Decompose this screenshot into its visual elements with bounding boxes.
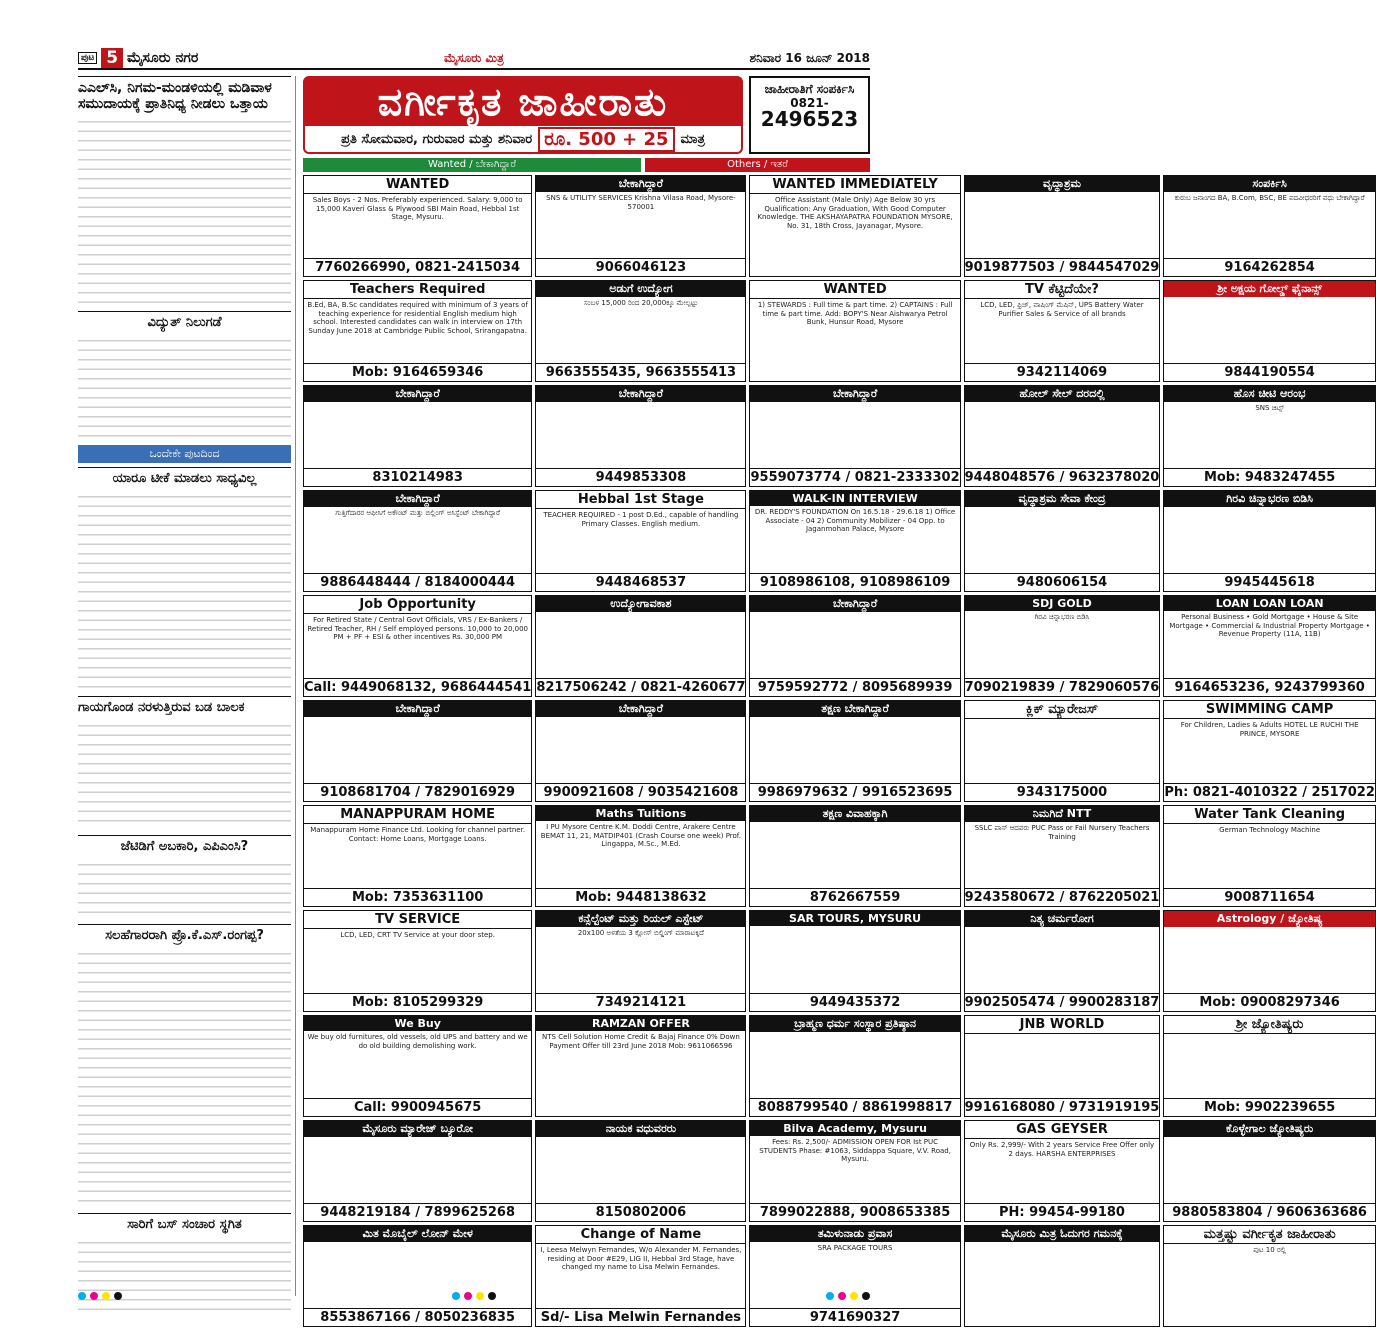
ad-title: ಬೇಕಾಗಿದ್ದಾರೆ [304,701,531,717]
ad-title: Maths Tuitions [536,806,745,821]
classified-ad [964,280,1161,382]
ad-phone: 9480606154 [965,573,1160,591]
ad-title: Bilva Academy, Mysuru [750,1121,959,1136]
ad-phone: PH: 99454-99180 [965,1203,1160,1221]
ad-title: SWIMMING CAMP [1164,701,1375,719]
ad-phone: 9880583804 / 9606363686 [1164,1203,1375,1221]
ad-phone: Mob: 9902239655 [1164,1098,1375,1116]
magenta-dot [464,1292,472,1300]
ad-title: Job Opportunity [304,596,531,614]
classified-ad [964,1225,1161,1327]
ad-title: ಸಂಪರ್ಕಿಸಿ [1164,176,1375,192]
ad-phone: 8310214983 [304,468,531,486]
ad-body: We buy old furnitures, old vessels, old UPS and battery and we do old building demolishing work. [307,1033,528,1050]
ad-title: ಕ್ಲಿಕ್ ಮ್ಯಾರೇಜಸ್ [965,701,1160,719]
ad-body [304,402,531,468]
ad-title: ಬೇಕಾಗಿದ್ದಾರೆ [536,386,745,402]
ad-body [536,612,745,678]
wanted-bar: Wanted / ಬೇಕಾಗಿದ್ದಾರೆ [303,158,641,172]
classified-ad [749,490,960,592]
ad-body [304,717,531,783]
news-column [78,76,296,1296]
classified-ad [303,280,532,382]
color-dots-center [452,1292,496,1300]
ad-body [965,1034,1160,1098]
ad-body [536,717,745,783]
ad-body: Office Assistant (Male Only) Age Below 30 yrs Qualification: Any Graduation, With Good Computer Knowledge. THE AKSHAYAPATRA FOUNDATION MYSORE, No. 31, 18th Cross, Jayanagar, Mysore. [757,196,953,230]
ad-body [1164,297,1375,363]
others-bar: Others / ಇತರೆ [645,158,870,172]
ad-title: RAMZAN OFFER [536,1016,745,1031]
banner-pricing [305,126,741,152]
classified-ad [749,175,960,277]
ad-phone: 7349214121 [536,993,745,1011]
ad-phone: 9108986108, 9108986109 [750,573,959,591]
ad-title: ತಕ್ಷಣ ವಿವಾಹಕ್ಕಾಗಿ [750,806,959,822]
classified-ad [1163,385,1376,487]
ad-phone: 9448048576 / 9632378020 [964,470,1160,485]
ad-title: ಮಿತ ಮೊಬೈಲ್ ಲೋನ್ ಮೇಳ [304,1226,531,1242]
ad-title: SDJ GOLD [965,596,1160,611]
article-body-1 [78,115,291,305]
ad-body: For Retired State / Central Govt Officials, VRS / Ex-Bankers / Retired Teacher, RH / Self employed persons. 10,000 to 20,000 PM + PF + ESI & other incentives Rs. 30,000 PM [307,616,528,641]
ad-body: German Technology Machine [1219,826,1321,834]
page-number-block [78,48,198,68]
ad-phone: 9741690327 [750,1308,959,1326]
classified-ad [749,1015,960,1117]
ad-body [750,926,959,993]
ad-phone: Ph: 0821-4010322 / 2517022 [1164,785,1375,800]
ad-phone: Mob: 9448138632 [536,888,745,906]
ad-title: GAS GEYSER [965,1121,1160,1139]
ad-body [1164,1137,1375,1203]
classified-ad [749,1225,960,1327]
headline-7: ಸಾರಿಗೆ ಬಸ್ ಸಂಚಾರ ಸ್ಥಗಿತ [78,1213,291,1233]
ad-title: ನಿತ್ಯ ಚರ್ಮರೋಗ [965,911,1160,927]
ad-body [965,719,1160,783]
ad-body: I, Leesa Melwyn Fernandes, W/o Alexander M. Fernandes, residing at Door #E29, LIG II, Hebbal 3rd Stage, have changed my name to Lisa Melwin Fernandes. [540,1246,742,1271]
classified-ad [303,595,532,697]
ad-phone: 9343175000 [965,783,1160,801]
banner-price-suffix: ಮಾತ್ರ [680,131,705,147]
cyan-dot [826,1292,834,1300]
ad-title: ಉದ್ಯೋಗಾವಕಾಶ [536,596,745,612]
ad-phone: 9902505474 / 9900283187 [964,995,1160,1010]
classified-ad [1163,280,1376,382]
classified-ad [535,175,746,277]
classified-ad [964,175,1161,277]
ad-phone: 9164653236, 9243799360 [1164,678,1375,696]
ad-title: We Buy [304,1016,531,1031]
ad-grid [303,175,1375,1327]
ad-body [1164,507,1375,573]
banner-contact-number: 2496523 [760,107,859,131]
ad-body [965,927,1160,993]
classified-ad [303,700,532,802]
ad-phone: Call: 9449068132, 9686444541 [304,680,532,695]
dateline: ಶನಿವಾರ 16 ಜೂನ್ 2018 [749,50,870,65]
ad-title: ಕೊಳ್ಳೇಗಾಲ ಜ್ಯೋತಿಷ್ಯರು [1164,1121,1375,1137]
ad-body: ಪುಟ 10 ರಲ್ಲಿ [1253,1246,1286,1254]
ad-title: ಶ್ರೀ ಅಕ್ಷಯ ಗೋಲ್ಡ್ ಫೈನಾನ್ಸ್ [1164,281,1375,297]
classified-ad [964,700,1161,802]
ad-title: ಬೇಕಾಗಿದ್ದಾರೆ [750,386,959,402]
classified-ad [1163,700,1376,802]
color-dots-right [826,1292,870,1300]
classified-ad [535,1015,746,1117]
ad-title: ಮತ್ತಷ್ಟು ವರ್ಗೀಕೃತ ಜಾಹೀರಾತು [1164,1226,1375,1244]
ad-body [1164,927,1375,993]
ad-title: WANTED [750,281,959,299]
ad-title: ಬೇಕಾಗಿದ್ದಾರೆ [304,386,531,402]
classified-ad [964,1120,1161,1222]
ad-title: ಬೇಕಾಗಿದ್ದಾರೆ [304,491,531,507]
ad-body: NTS Cell Solution Home Credit & Bajaj Finance 0% Down Payment Offer till 23rd June 2018 Mob: 9611066596 [542,1033,740,1050]
ad-phone: 8150802006 [536,1203,745,1221]
ad-phone: Sd/- Lisa Melwin Fernandes [536,1308,745,1326]
ad-body: Manappuram Home Finance Ltd. Looking for channel partner. Contact: Home Loans, Mortgage Loans. [310,826,526,843]
banner-contact-code: 0821- [790,96,829,110]
classified-ad [749,1120,960,1222]
ad-phone: 9900921608 / 9035421608 [536,783,745,801]
ad-phone: Mob: 8105299329 [304,993,531,1011]
classified-ad [1163,1120,1376,1222]
classified-ad [1163,910,1376,1012]
article-body-5 [78,858,291,918]
ad-body: ಗುತ್ತಿಗೆದಾರರ ಆಫೀಸಿಗೆ ಅಕೌಂಟ್ ಮತ್ತು ಬಿಲ್ಲಿಂಗ್ ಅಸಿಸ್ಟೆಂಟ್ ಬೇಕಾಗಿದ್ದಾರೆ [335,509,500,517]
classified-ad [749,595,960,697]
ad-body: SSLC ಪಾಸ್ ಆದವರು PUC Pass or Fail Nursery Teachers Training [974,824,1150,841]
classified-ad [964,1015,1161,1117]
article-body-2 [78,334,291,439]
ad-phone: 7090219839 / 7829060576 [964,680,1160,695]
headline-2: ವಿದ್ಯುತ್ ನಿಲುಗಡೆ [78,311,291,331]
ad-phone: 7760266990, 0821-2415034 [304,258,531,276]
ad-phone: 9008711654 [1164,888,1375,906]
ad-title: ವೃದ್ಧಾಶ್ರಮ ಸೇವಾ ಕೇಂದ್ರ [965,491,1160,507]
classified-ad [964,490,1161,592]
ad-body: I PU Mysore Centre K.M. Doddi Centre, Arakere Centre BEMAT 11, 21, MATDIP401 (Crash Course one week) Prof. Lingappa, M.Sc., M.Ed. [540,823,741,848]
page-header [78,48,870,70]
ad-phone: 9945445618 [1164,573,1375,591]
ad-title: Teachers Required [304,281,531,299]
ad-body: TEACHER REQUIRED - 1 post D.Ed., capable of handling Primary Classes. English medium. [543,511,739,528]
ad-phone: 9844190554 [1164,363,1375,381]
classified-ad [535,1225,746,1327]
black-dot [862,1292,870,1300]
black-dot [114,1292,122,1300]
classified-ad [749,385,960,487]
ad-body: Fees: Rs. 2,500/- ADMISSION OPEN FOR Ist PUC STUDENTS Phase: #1063, Siddappa Square, V.V. Road, Mysuru. [759,1138,951,1163]
ad-phone: 9108681704 / 7829016929 [304,783,531,801]
ad-phone: 9449435372 [750,993,959,1011]
ad-title: ಬೇಕಾಗಿದ್ದಾರೆ [536,701,745,717]
ad-title: ಬ್ರಾಹ್ಮಣ ಧರ್ಮ ಸಂಸ್ಥಾರ ಪ್ರತಿಷ್ಠಾನ [750,1016,959,1032]
yellow-dot [476,1292,484,1300]
ad-phone: Call: 9900945675 [304,1098,531,1116]
color-dots-left [78,1292,122,1300]
classified-banner [303,76,870,154]
ad-phone: 8762667559 [750,888,959,906]
ad-title: LOAN LOAN LOAN [1164,596,1375,611]
cyan-dot [452,1292,460,1300]
ad-phone: 9449853308 [536,468,745,486]
ad-title: ಹೋಲ್ ಸೇಲ್ ದರದಲ್ಲಿ [965,386,1160,402]
print-registration-marks [78,1292,870,1300]
banner-price: ರೂ. 500 + 25 [538,127,674,152]
ad-title: WANTED [304,176,531,194]
ad-body: LCD, LED, CRT TV Service at your door step. [340,931,495,939]
ad-title: Water Tank Cleaning [1164,806,1375,824]
ad-body [965,1242,1160,1326]
article-body-4 [78,719,291,829]
ad-phone: 9559073774 / 0821-2333302 [750,470,960,485]
ad-title: ಅಡುಗೆ ಉದ್ಯೋಗ [536,281,745,297]
ad-title: ಬೇಕಾಗಿದ್ದಾರೆ [536,176,745,192]
ad-body: 20x100 ಅಳತೆಯ 3 ಕ್ಲೋಸ್ ಬಿಲ್ಡಿಂಗ್ ಮಾರಾಟಕ್ಕಿದೆ [577,929,704,937]
ad-phone: 8088799540 / 8861998817 [750,1098,959,1116]
classified-ad [303,1015,532,1117]
page-label: ಪುಟ [78,52,97,64]
ad-phone: Mob: 09008297346 [1164,993,1375,1011]
magenta-dot [838,1292,846,1300]
ad-title: ನಾಯಕ ವಧುವರರು [536,1121,745,1137]
ad-title: JNB WORLD [965,1016,1160,1034]
ad-title: ಬೇಕಾಗಿದ್ದಾರೆ [750,596,959,612]
ad-body: Only Rs. 2,999/- With 2 years Service Free Offer only 2 days. HARSHA ENTERPRISES [969,1141,1155,1158]
headline-3: ಯಾರೂ ಟೀಕೆ ಮಾಡಲು ಸಾಧ್ಯವಿಲ್ಲ [78,467,291,487]
ad-body: 1) STEWARDS : Full time & part time. 2) CAPTAINS : Full time & part time. Add: BOPY'S Near Aishwarya Petrol Bunk, Hunsur Road, Mysore [757,301,953,326]
ad-body [750,1032,959,1098]
yellow-dot [850,1292,858,1300]
classified-ad [1163,490,1376,592]
ad-phone: 9986979632 / 9916523695 [750,783,959,801]
ad-title: Hebbal 1st Stage [536,491,745,509]
classified-ad [303,910,532,1012]
ad-phone: 9019877503 / 9844547029 [964,260,1160,275]
classified-ad [535,385,746,487]
classified-ad [535,490,746,592]
classified-ad [535,595,746,697]
article-body-3 [78,490,291,690]
classified-ad [535,280,746,382]
classified-ad [303,385,532,487]
black-dot [488,1292,496,1300]
yellow-dot [102,1292,110,1300]
ad-body: DR. REDDY'S FOUNDATION On 16.5.18 - 29.6.18 1) Office Associate - 04 2) Community Mobilizer - 04 Opp. to Jaganmohan Palace, Mysore [754,508,956,533]
classified-ad [535,805,746,907]
ad-phone: 9342114069 [965,363,1160,381]
ad-body: Sales Boys - 2 Nos. Preferably experienced. Salary: 9,000 to 15,000 Kaveri Glass & Plywood SBI Main Road, Hebbal 1st Stage, Mysuru. [312,196,523,221]
classified-ad [535,910,746,1012]
ad-title: MANAPPURAM HOME [304,806,531,824]
ad-title: ಕನ್ಸೆಲ್ಟೆಂಟ್ ಮತ್ತು ರಿಯಲ್ ಎಸ್ಟೇಟ್ [536,911,745,927]
classified-ad [749,805,960,907]
banner-contact-label: ಜಾಹೀರಾತಿಗೆ ಸಂಪರ್ಕಿಸಿ [764,82,855,96]
headline-4: ಗಾಯಗೊಂಡ ನರಳುತ್ತಿರುವ ಬಡ ಬಾಲಕ [78,696,291,716]
ad-title: Astrology / ಜ್ಯೋತಿಷ್ಯ [1164,911,1375,927]
ad-phone: 9916168080 / 9731919195 [964,1100,1160,1115]
section-name: ಮೈಸೂರು ನಗರ [127,50,199,66]
ad-phone: 9759592772 / 8095689939 [750,678,959,696]
category-bars [303,158,870,172]
ad-title: ಮೈಸೂರು ಮ್ಯಾರೇಜ್ ಬ್ಯೂರೋ [304,1121,531,1137]
ad-title: ಶ್ರೀ ಜ್ಯೋತಿಷ್ಯರು [1164,1016,1375,1034]
classified-ad [1163,1225,1376,1327]
ad-title: ನಿಮಗಿದೆ NTT [965,806,1160,822]
ad-body [965,507,1160,573]
masthead: ಮೈಸೂರು ಮಿತ್ರ [443,50,504,65]
ad-phone: 7899022888, 9008653385 [750,1203,959,1221]
ad-phone: Mob: 7353631100 [304,888,531,906]
ad-body [750,402,959,468]
classified-ad [303,805,532,907]
ad-title: WALK-IN INTERVIEW [750,491,959,506]
classified-ad [749,700,960,802]
ad-body [965,402,1160,468]
banner-contact [749,76,870,154]
ad-body: SNS & UTILITY SERVICES Krishna Vilasa Road, Mysore-570001 [546,194,736,211]
ad-body: For Children, Ladies & Adults HOTEL LE RUCHI THE PRINCE, MYSORE [1180,721,1359,738]
ad-phone: 9886448444 / 8184000444 [304,573,531,591]
ad-title: ಮೈಸೂರು ಮಿತ್ರ ಓದುಗರ ಗಮನಕ್ಕೆ [965,1226,1160,1242]
headline-6: ಸಲಹೆಗಾರರಾಗಿ ಪ್ರೊ.ಕೆ.ಎಸ್.ರಂಗಪ್ಪ? [78,924,291,944]
ad-body [965,192,1160,258]
ad-phone: 9066046123 [536,258,745,276]
classified-ad [964,910,1161,1012]
classified-ad [303,1225,532,1327]
ad-body: B.Ed, BA, B.Sc candidates required with minimum of 3 years of teaching experience for residential English medium high school. Interested candidates can walk in interview on 17th Sunday June 2018 at Cambridge Public School, Srirangapatna. [307,301,528,335]
classified-ad [964,385,1161,487]
classified-ad [749,280,960,382]
classified-ad [535,700,746,802]
ad-phone: Mob: 9483247455 [1164,468,1375,486]
ad-body: ಕುರುಬ ಜನಾಂಗದ BA, B.Com, BSC, BE ಪದವೀಧರರಿಗೆ ವಧು ಬೇಕಾಗಿದ್ದಾರೆ [1174,194,1365,202]
ad-body [304,1137,531,1203]
ad-body [750,822,959,888]
ad-title: ಗಿರವಿ ಚಿನ್ನಾಭರಣ ಬಿಡಿಸಿ [1164,491,1375,507]
classified-ad [749,910,960,1012]
ad-title: ತಮಿಳುನಾಡು ಪ್ರವಾಸ [750,1226,959,1242]
continued-from-front-bar: ಒಂದೇಕೇ ಪುಟದಿಂದ [78,445,291,463]
ad-body: Personal Business • Gold Mortgage • House & Site Mortgage • Commercial & Industrial Property Mortgage • Revenue Property (11A, 11B) [1169,613,1370,638]
classified-ad [1163,595,1376,697]
ad-title: SAR TOURS, MYSURU [750,911,959,926]
ad-body [536,402,745,468]
ad-body: LCD, LED, ಫ್ರಿಜ್, ವಾಷಿಂಗ್ ಮೆಷಿನ್, UPS Battery Water Purifier Sales & Service of all brands [980,301,1144,318]
ad-title: ತಕ್ಷಣ ಬೇಕಾಗಿದ್ದಾರೆ [750,701,959,717]
classified-ad [303,1120,532,1222]
banner-title-block [303,76,743,154]
ad-phone: 8553867166 / 8050236835 [304,1308,531,1326]
article-body-6 [78,947,291,1207]
ad-title: TV SERVICE [304,911,531,929]
ad-body: SRA PACKAGE TOURS [817,1244,893,1252]
ad-title: WANTED IMMEDIATELY [750,176,959,194]
classified-ad [1163,175,1376,277]
classified-ad [535,1120,746,1222]
headline-5: ಜೆಟಿಡಿಗೆ ಅಬಕಾರಿ, ಎಪಿಎಂಸಿ? [78,835,291,855]
ad-body [750,612,959,678]
ad-phone: Mob: 9164659346 [304,363,531,381]
page-number: 5 [101,48,123,68]
classified-section [303,76,1375,1325]
ad-title: Change of Name [536,1226,745,1244]
headline-1: ಎಎಲ್‌ಸಿ, ನಿಗಮ-ಮಂಡಳಿಯಲ್ಲಿ ಮಡಿವಾಳ ಸಮುದಾಯಕ್ಕೆ ಪ್ರಾತಿನಿಧ್ಯ ನೀಡಲು ಒತ್ತಾಯ [78,76,291,112]
ad-phone: 9448468537 [536,573,745,591]
classified-ad [964,595,1161,697]
ad-title: ಹೊಸ ಚೀಟಿ ಆರಂಭ [1164,386,1375,402]
classified-ad [303,490,532,592]
classified-ad [1163,1015,1376,1117]
ad-body [750,717,959,783]
article-body-7 [78,1236,291,1316]
ad-body [1164,1034,1375,1098]
banner-title: ವರ್ಗೀಕೃತ ಜಾಹೀರಾತು [305,78,741,126]
ad-phone: 9243580672 / 8762205021 [964,890,1160,905]
classified-ad [964,805,1161,907]
banner-days: ಪ್ರತಿ ಸೋಮವಾರ, ಗುರುವಾರ ಮತ್ತು ಶನಿವಾರ [341,131,533,147]
classified-ad [303,175,532,277]
ad-title: ವೃದ್ಧಾಶ್ರಮ [965,176,1160,192]
ad-body: SNS ಚಿಟ್ಸ್ [1255,404,1284,412]
ad-body: ಸಂಬಳ 15,000 ರಿಂದ 20,000ಕ್ಕೂ ಮೇಲ್ಪಟ್ಟು [583,299,698,307]
ad-phone: 8217506242 / 0821-4260677 [536,680,746,695]
ad-phone: 9164262854 [1164,258,1375,276]
classified-ad [1163,805,1376,907]
ad-phone: 9663555435, 9663555413 [536,363,745,381]
ad-title: TV ಕೆಟ್ಟಿದೆಯೇ? [965,281,1160,299]
cyan-dot [78,1292,86,1300]
ad-body: ಗಿರವಿ ಚಿನ್ನಾಭರಣ ಬಿಡಿಸಿ [1034,613,1090,621]
ad-body [536,1137,745,1203]
magenta-dot [90,1292,98,1300]
ad-phone: 9448219184 / 7899625268 [304,1203,531,1221]
